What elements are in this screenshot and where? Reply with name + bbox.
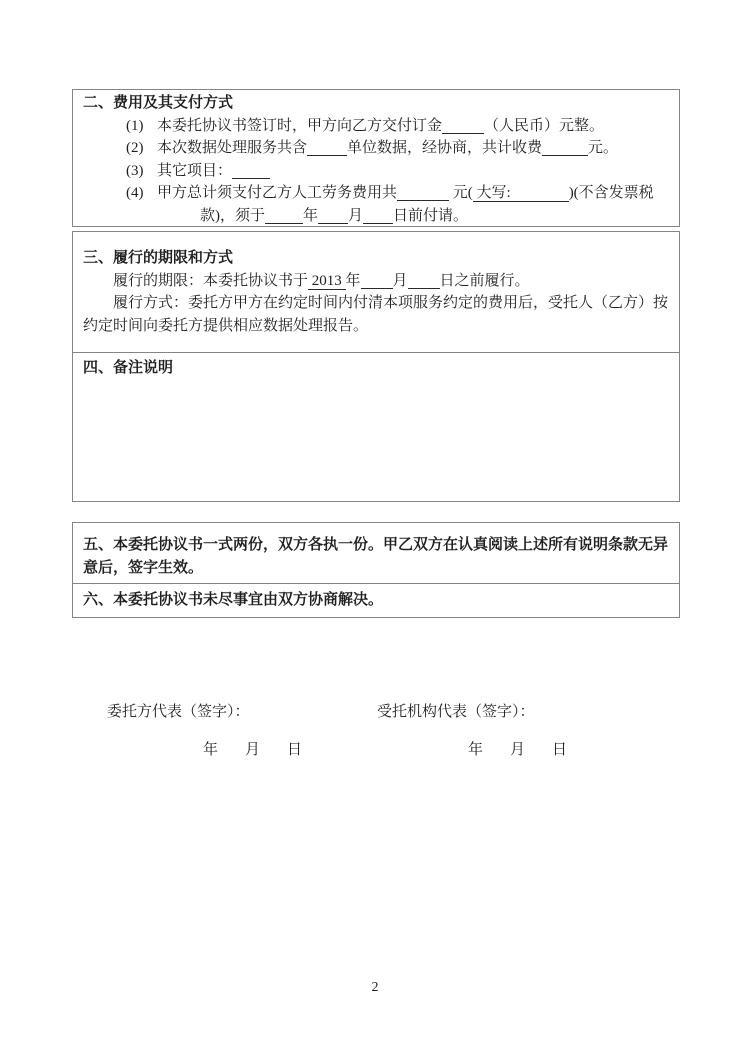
- item-text: [157, 182, 669, 205]
- client-signature-label: 委托方代表（签字）：: [107, 704, 250, 720]
- text-segment: 月: [392, 272, 408, 289]
- deposit-amount-blank: [442, 118, 484, 134]
- total-fee-blank: [542, 140, 588, 156]
- section-performance-box: [72, 231, 680, 502]
- section-remarks: [73, 353, 679, 380]
- trustee-signature-label: 受托机构代表（签字）：: [377, 704, 535, 720]
- fees-item-1: [126, 115, 669, 138]
- fees-items: [126, 115, 669, 228]
- performance-method-paragraph: 履行方式：委托方甲方在约定时间内付清本项服务约定的费用后，受托人（乙方）按约定时间向委托方提供相应数据处理报告。: [83, 295, 669, 334]
- page-number: 2: [371, 980, 379, 995]
- deadline-year-value: 2013: [308, 272, 346, 289]
- section-fees-title: 二、费用及其支付方式: [83, 95, 234, 111]
- text-segment: 本次数据处理服务共含: [157, 140, 308, 156]
- text-segment: 元。: [588, 140, 619, 156]
- item-text: [157, 115, 669, 138]
- item-text: [157, 137, 669, 160]
- text-segment: 其它项目：: [157, 162, 233, 179]
- deadline-month-blank: [361, 273, 393, 289]
- text-segment: )(不含发票税: [568, 185, 654, 201]
- text-segment: 元(: [449, 185, 473, 201]
- clause-6: 六、本委托协议书未尽事宜由双方协商解决。: [83, 592, 384, 608]
- item-number: (2): [126, 140, 144, 156]
- text-segment: 年: [345, 272, 361, 289]
- text-segment: 日之前履行。: [439, 272, 530, 289]
- section-performance: [73, 232, 679, 353]
- text-segment: （人民币）元整。: [484, 117, 605, 134]
- fees-item-3: [126, 160, 669, 183]
- performance-deadline-line: [83, 270, 669, 293]
- section-performance-title: 三、履行的期限和方式: [83, 250, 234, 266]
- text-segment: 年: [303, 207, 319, 224]
- section-remarks-title: 四、备注说明: [83, 360, 174, 376]
- text-segment: 单位数据，经协商，共计收费: [347, 140, 543, 156]
- item-number: (3): [126, 162, 144, 179]
- pay-month-blank: [318, 208, 348, 224]
- client-date-line: 年 月 日: [203, 742, 309, 758]
- fees-item-4: [126, 182, 669, 205]
- pay-year-blank: [265, 208, 303, 224]
- data-units-blank: [307, 140, 347, 156]
- text-segment: 日前付请。: [393, 207, 469, 224]
- section-fees-box: [72, 89, 680, 227]
- text-segment: 履行的期限：本委托协议书于: [113, 272, 309, 289]
- fees-item-2: [126, 137, 669, 160]
- amount-in-words-underline: [473, 185, 569, 202]
- text-segment: 月: [348, 207, 364, 224]
- trustee-date-line: 年 月 日: [468, 742, 574, 758]
- labor-fee-blank: [397, 185, 449, 201]
- text-segment: 本委托协议书签订时，甲方向乙方交付订金: [157, 117, 443, 134]
- section-clauses-box: [72, 522, 680, 618]
- item-number: (1): [126, 117, 144, 134]
- pay-day-blank: [363, 208, 393, 224]
- text-segment: 大写:: [472, 185, 511, 201]
- text-segment: 甲方总计须支付乙方人工劳务费用共: [157, 185, 398, 201]
- clause-5: 五、本委托协议书一式两份，双方各执一份。甲乙双方在认真阅读上述所有说明条款无异意后，签字生效。: [73, 523, 679, 584]
- item-number: (4): [126, 185, 144, 201]
- text-segment: 款)，须于: [200, 207, 265, 224]
- deadline-day-blank: [408, 273, 440, 289]
- fees-item-4-continuation: [200, 205, 669, 228]
- item-text: [157, 160, 669, 183]
- other-items-blank: [232, 163, 270, 179]
